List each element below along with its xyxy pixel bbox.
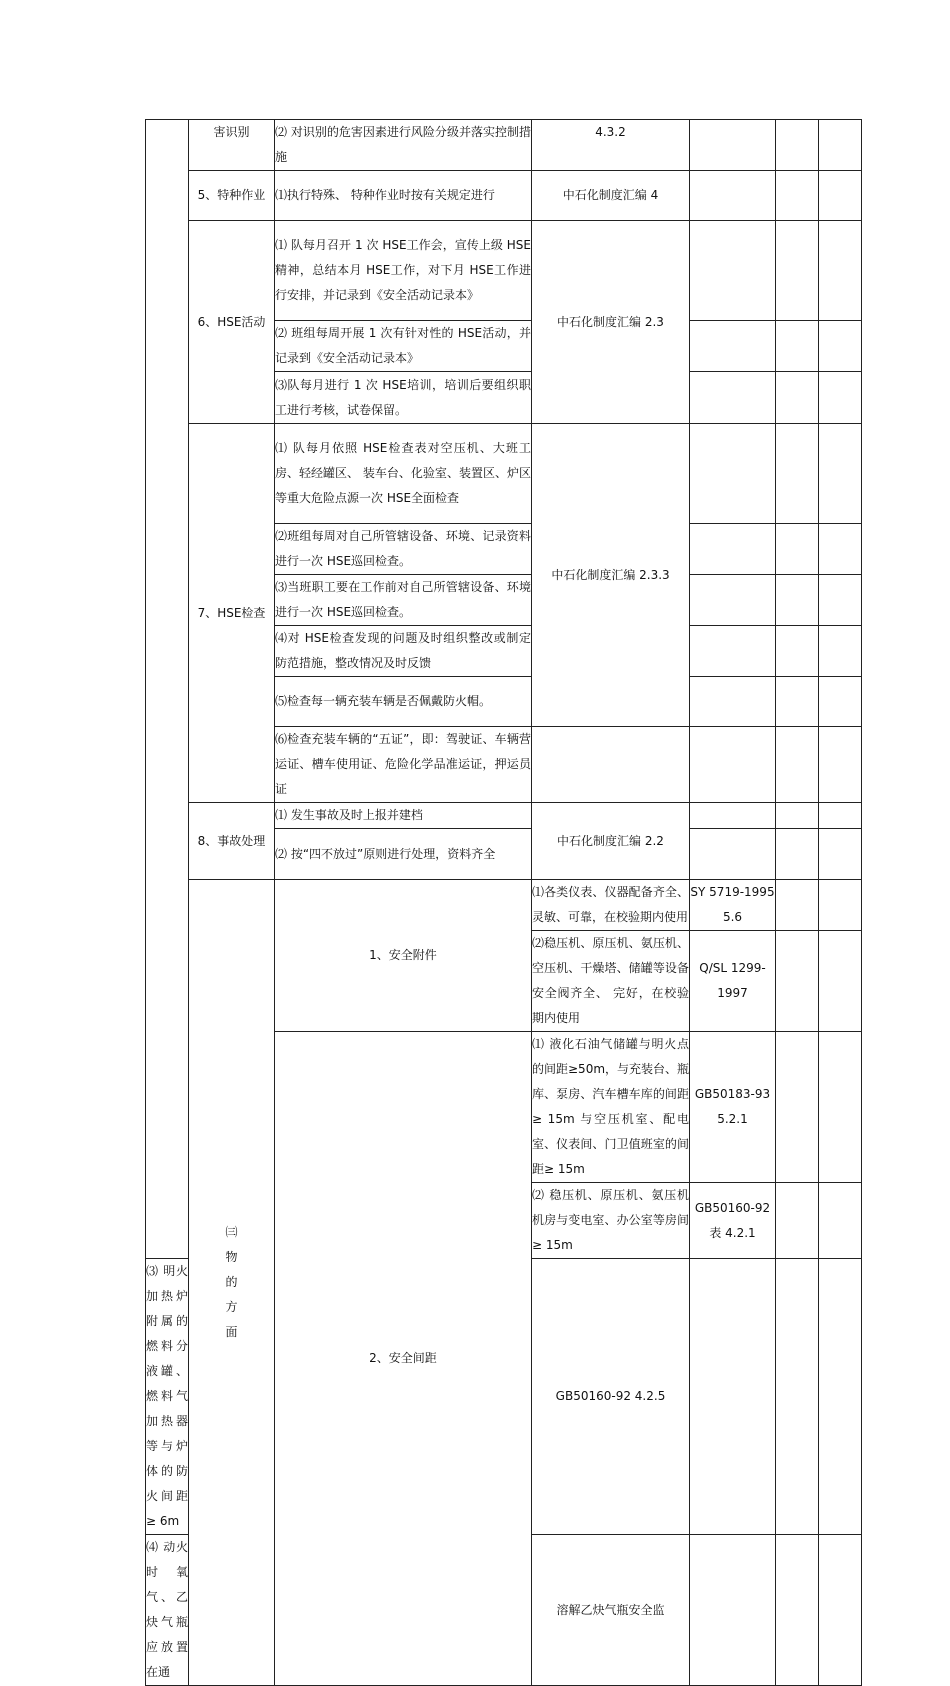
basis-cell: GB50160-92 表 4.2.1	[690, 1183, 776, 1259]
blank-cell	[819, 1032, 862, 1183]
blank-cell	[776, 626, 819, 677]
content-cell: ⑵稳压机、原压机、氨压机、空压机、干燥塔、储罐等设备安全阀齐全、 完好，在校验期内使用	[532, 931, 690, 1032]
blank-cell	[819, 221, 862, 321]
content-cell: ⑷对 HSE检查发现的问题及时组织整改或制定防范措施，整改情况及时反馈	[275, 626, 532, 677]
basis-cell: 4.3.2	[532, 120, 690, 171]
inspection-table	[145, 119, 862, 1686]
content-cell: ⑹检查充装车辆的“五证”，即：驾驶证、车辆营运证、槽车使用证、危险化学品准运证，押运员证	[275, 727, 532, 803]
blank-cell	[776, 372, 819, 424]
blank-cell	[819, 1535, 862, 1686]
blank-cell	[819, 171, 862, 221]
blank-cell	[819, 677, 862, 727]
blank-cell	[776, 1032, 819, 1183]
content-cell: ⑴ 队每月召开 1 次 HSE工作会，宣传上级 HSE精神，总结本月 HSE工作，对下月 HSE工作进行安排，并记录到《安全活动记录本》	[275, 221, 532, 321]
blank-cell	[690, 1259, 776, 1535]
blank-cell	[690, 803, 776, 829]
blank-cell	[776, 321, 819, 372]
content-cell: ⑵ 稳压机、原压机、氨压机机房与变电室、办公室等房间≥ 15m	[532, 1183, 690, 1259]
table-row	[146, 221, 862, 321]
blank-cell	[819, 321, 862, 372]
item-special-operation: 5、特种作业	[189, 171, 275, 221]
blank-cell	[819, 1259, 862, 1535]
content-cell: ⑷ 动火时氧气、乙炔气瓶应放置在通	[146, 1535, 189, 1686]
blank-cell	[819, 524, 862, 575]
content-cell: ⑴ 液化石油气储罐与明火点的间距≥50m，与充装台、瓶库、泵房、汽车槽车库的间距≥ 15m 与空压机室、配电室、仪表间、门卫值班室的间距≥ 15m	[532, 1032, 690, 1183]
blank-cell	[690, 372, 776, 424]
content-cell: ⑸检查每一辆充装车辆是否佩戴防火帽。	[275, 677, 532, 727]
blank-cell	[819, 372, 862, 424]
blank-cell	[819, 803, 862, 829]
blank-cell	[819, 424, 862, 524]
content-cell: ⑵班组每周对自己所管辖设备、环境、记录资料进行一次 HSE巡回检查。	[275, 524, 532, 575]
basis-cell: Q/SL 1299-1997	[690, 931, 776, 1032]
content-cell: ⑶当班职工要在工作前对自己所管辖设备、环境进行一次 HSE巡回检查。	[275, 575, 532, 626]
blank-cell	[690, 727, 776, 803]
blank-cell	[819, 931, 862, 1032]
blank-cell	[819, 829, 862, 880]
blank-cell	[819, 575, 862, 626]
table-row	[146, 120, 862, 171]
content-cell: ⑴ 发生事故及时上报并建档	[275, 803, 532, 829]
item-hazard-identification: 害识别	[189, 120, 275, 171]
blank-cell	[819, 1183, 862, 1259]
basis-cell: 中石化制度汇编 4	[532, 171, 690, 221]
blank-cell	[776, 171, 819, 221]
blank-cell	[690, 171, 776, 221]
blank-cell	[819, 120, 862, 171]
blank-cell	[819, 727, 862, 803]
basis-cell: 溶解乙炔气瓶安全监	[532, 1535, 690, 1686]
blank-cell	[690, 677, 776, 727]
blank-cell	[776, 1183, 819, 1259]
blank-cell	[690, 120, 776, 171]
blank-cell	[776, 575, 819, 626]
blank-cell	[690, 221, 776, 321]
blank-cell	[776, 524, 819, 575]
blank-cell	[532, 727, 690, 803]
basis-cell: 中石化制度汇编 2.3	[532, 221, 690, 424]
section-physical-aspects: ㈢ 物 的 方 面	[189, 880, 275, 1686]
blank-cell	[776, 880, 819, 931]
blank-cell	[776, 1259, 819, 1535]
item-safety-accessories: 1、安全附件	[275, 880, 532, 1032]
basis-cell: 中石化制度汇编 2.2	[532, 803, 690, 880]
table-row	[146, 803, 862, 829]
blank-cell	[776, 677, 819, 727]
content-cell: ⑴ 队每月依照 HSE检查表对空压机、大班工房、轻经罐区、 装车台、化验室、装置区、炉区等重大危险点源一次 HSE全面检查	[275, 424, 532, 524]
table-row	[146, 171, 862, 221]
blank-cell	[690, 575, 776, 626]
blank-cell	[776, 931, 819, 1032]
section-cell-prev	[146, 120, 189, 1259]
content-cell: ⑴执行特殊、 特种作业时按有关规定进行	[275, 171, 532, 221]
blank-cell	[819, 626, 862, 677]
table-row	[146, 880, 862, 931]
content-cell: ⑶ 明火加热炉附属的燃料分液罐、燃料气加热器等与炉体的防火间距≥ 6m	[146, 1259, 189, 1535]
item-hse-inspection: 7、HSE检查	[189, 424, 275, 803]
blank-cell	[690, 829, 776, 880]
basis-cell: GB50183-93 5.2.1	[690, 1032, 776, 1183]
basis-cell: GB50160-92 4.2.5	[532, 1259, 690, 1535]
content-cell: ⑵ 按“四不放过”原则进行处理，资料齐全	[275, 829, 532, 880]
blank-cell	[776, 424, 819, 524]
blank-cell	[690, 424, 776, 524]
content-cell: ⑴各类仪表、仪器配备齐全、灵敏、可靠，在校验期内使用	[532, 880, 690, 931]
blank-cell	[776, 803, 819, 829]
blank-cell	[690, 524, 776, 575]
item-accident-handling: 8、事故处理	[189, 803, 275, 880]
blank-cell	[776, 120, 819, 171]
content-cell: ⑵ 对识别的危害因素进行风险分级并落实控制措施	[275, 120, 532, 171]
item-safety-distance: 2、安全间距	[275, 1032, 532, 1686]
blank-cell	[776, 727, 819, 803]
content-cell: ⑶队每月进行 1 次 HSE培训，培训后要组织职工进行考核，试卷保留。	[275, 372, 532, 424]
blank-cell	[776, 829, 819, 880]
basis-cell: SY 5719-1995 5.6	[690, 880, 776, 931]
blank-cell	[690, 321, 776, 372]
basis-cell: 中石化制度汇编 2.3.3	[532, 424, 690, 727]
blank-cell	[819, 880, 862, 931]
blank-cell	[776, 1535, 819, 1686]
item-hse-activity: 6、HSE活动	[189, 221, 275, 424]
blank-cell	[690, 1535, 776, 1686]
table-row	[146, 424, 862, 524]
blank-cell	[776, 221, 819, 321]
content-cell: ⑵ 班组每周开展 1 次有针对性的 HSE活动，并记录到《安全活动记录本》	[275, 321, 532, 372]
blank-cell	[690, 626, 776, 677]
